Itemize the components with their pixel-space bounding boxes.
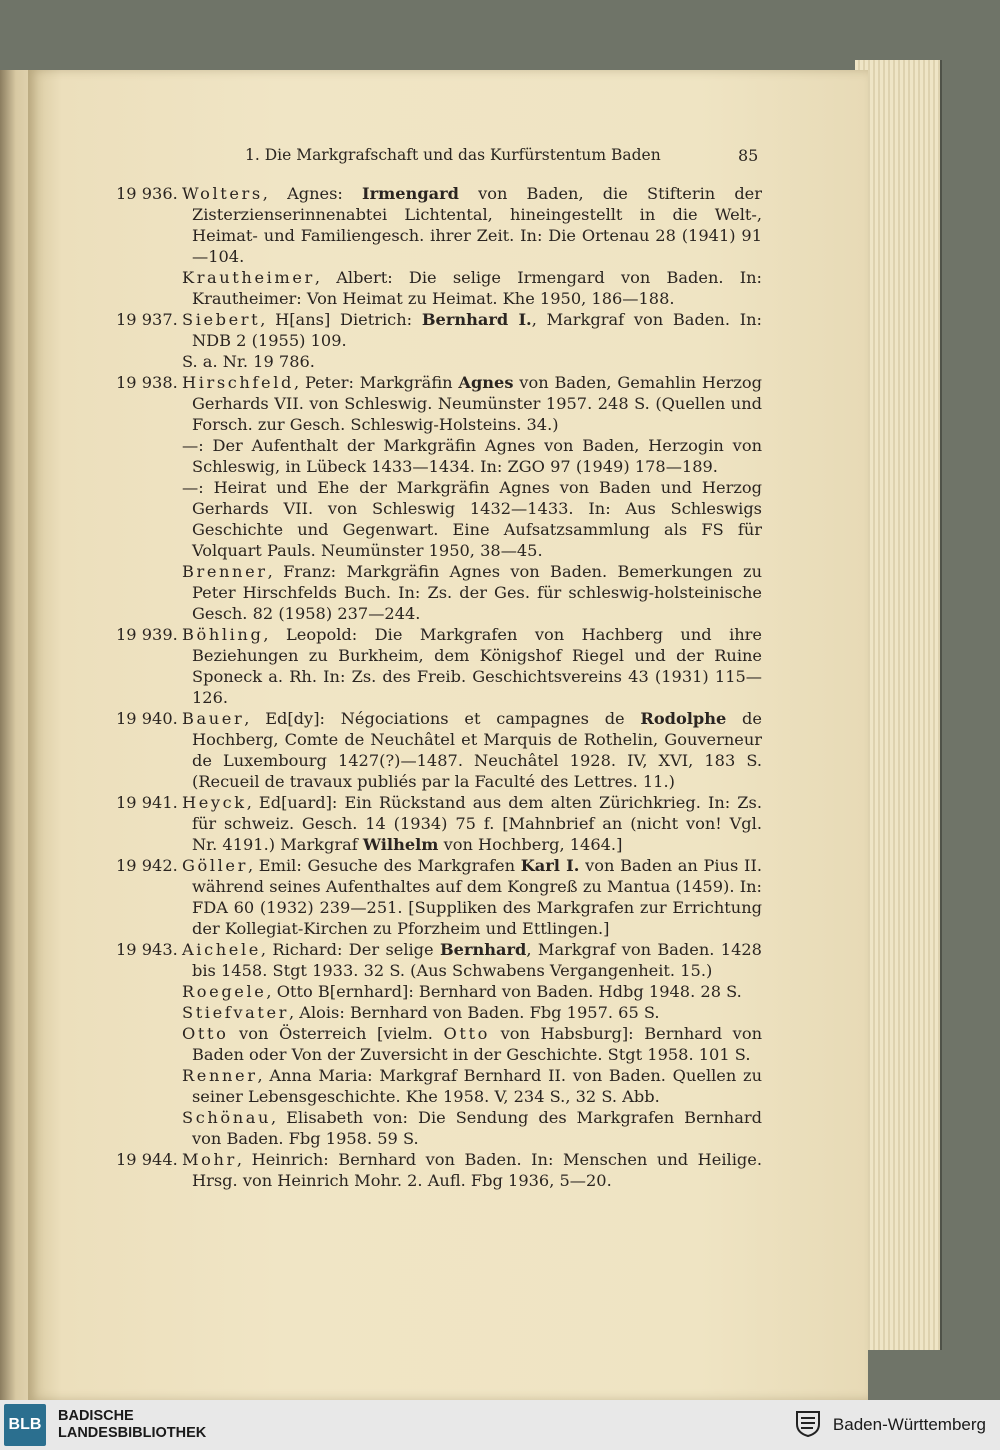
bibliography-entry: [116, 1149, 762, 1191]
citation-text: , Richard: Der selige: [260, 940, 440, 959]
author-name: Siebert: [182, 310, 261, 329]
citation-text: , Ed[uard]: Ein Rückstand aus dem alten Zürichkrieg. In: Zs. für schweiz. Gesch. 14 (1934) 75 f. [Mahnbrief an (nicht von! Vgl. Nr. 4191.) Markgraf: [192, 793, 762, 854]
author-name: Göller: [182, 856, 248, 875]
author-name: Wolters: [182, 184, 263, 203]
citation-paragraph: [182, 981, 762, 1002]
citation-text: , Franz: Markgräfin Agnes von Baden. Bemerkungen zu Peter Hirschfelds Buch. In: Zs. der Ges. für schleswig-holsteinische Gesch. 82 (1958) 237—244.: [192, 562, 762, 623]
coat-of-arms-icon: [793, 1408, 823, 1443]
citation-paragraph: [182, 435, 762, 477]
subject-name: Rodolphe: [640, 709, 727, 728]
citation-paragraph: [182, 1065, 762, 1107]
citation-text: , H[ans] Dietrich:: [260, 310, 422, 329]
bibliography-entry: [116, 939, 762, 1149]
citation-text: —: Der Aufenthalt der Markgräfin Agnes von Baden, Herzogin von Schleswig, in Lübeck 1433—1434. In: ZGO 97 (1949) 178—189.: [182, 436, 762, 476]
citation-text: , Leopold: Die Markgrafen von Hachberg und ihre Beziehungen zu Burkheim, dem Königshof Riegel und der Ruine Sponeck a. Rh. In: Zs. des Freib. Geschichtsvereins 43 (1931) 115—126.: [192, 625, 762, 707]
author-name: Schönau: [182, 1108, 272, 1127]
citation-paragraph: [182, 351, 762, 372]
citation-text: , Anna Maria: Markgraf Bernhard II. von Baden. Quellen zu seiner Lebensgeschichte. Khe 1958. V, 234 S., 32 S. Abb.: [192, 1066, 762, 1106]
page-stack-edge: [855, 60, 942, 1350]
citation-text: von Baden an Pius II. während seines Aufenthaltes auf dem Kongreß zu Mantua (1459). In: FDA 60 (1932) 239—251. [Suppliken des Markgrafen zur Errichtung der Kollegiat-Kirchen zu Pforzheim und Ettlingen.]: [192, 856, 762, 938]
citation-paragraph: [182, 1002, 762, 1023]
author-name: Otto: [182, 1024, 229, 1043]
entry-number: 19 942.: [116, 856, 178, 875]
citation-text: , Ed[dy]: Négociations et campagnes de: [244, 709, 641, 728]
entry-number: 19 938.: [116, 373, 178, 392]
citation-paragraph: [182, 267, 762, 309]
author-name: Stiefvater: [182, 1003, 289, 1022]
citation-text: , Markgraf von Baden. 1428 bis 1458. Stgt 1933. 32 S. (Aus Schwabens Vergangenheit. 15.): [192, 940, 762, 980]
citation-text: von Baden, die Stifterin der Zisterzienserinnenabtei Lichtental, hineingestellt in die Welt-, Heimat- und Familiengesch. ihrer Zeit. In: Die Ortenau 28 (1941) 91—104.: [192, 184, 762, 266]
citation-paragraph: [182, 183, 762, 267]
citation-text: —: Heirat und Ehe der Markgräfin Agnes von Baden und Herzog Gerhards VII. von Schleswig 1432—1433. In: Aus Schleswigs Geschichte und Gegenwart. Eine Aufsatzsammlung als FS für Volquart Pauls. Neumünster 1950, 38—45.: [182, 478, 762, 560]
citation-text: de Hochberg, Comte de Neuchâtel et Marquis de Rothelin, Gouverneur de Luxembourg 1427(?)—1487. Neuchâtel 1928. IV, XVI, 183 S. (Recueil de travaux publiés par la Faculté des Lettres. 11.): [192, 709, 762, 791]
author-name: Brenner: [182, 562, 268, 581]
citation-text: , Markgraf von Baden. In: NDB 2 (1955) 109.: [192, 310, 762, 350]
bw-label: Baden-Württemberg: [832, 1415, 986, 1434]
citation-paragraph: [182, 372, 762, 435]
bw-brand[interactable]: [793, 1408, 986, 1443]
citation-paragraph: [182, 939, 762, 981]
author-name: Heyck: [182, 793, 247, 812]
citation-text: , Alois: Bernhard von Baden. Fbg 1957. 65 S.: [288, 1003, 660, 1022]
citation-paragraph: [182, 708, 762, 792]
blb-logo: BLB: [4, 1404, 46, 1446]
subject-name: Agnes: [458, 373, 514, 392]
subject-name: Bernhard I.: [421, 310, 532, 329]
entry-number: 19 944.: [116, 1150, 178, 1169]
citation-paragraph: [182, 1149, 762, 1191]
bibliography-entry: [116, 183, 762, 309]
author-name: Böhling: [182, 625, 264, 644]
author-name: Mohr: [182, 1150, 237, 1169]
citation-paragraph: [182, 624, 762, 708]
citation-text: , Otto B[ernhard]: Bernhard von Baden. Hdbg 1948. 28 S.: [266, 982, 742, 1001]
citation-text: von Hochberg, 1464.]: [438, 835, 623, 854]
bibliography-entry: [116, 708, 762, 792]
bibliography-entries: [116, 183, 762, 1191]
blb-name-line2: LANDESBIBLIOTHEK: [58, 1425, 207, 1441]
bibliography-entry: [116, 309, 762, 372]
entry-number: 19 941.: [116, 793, 178, 812]
blb-name-line1: BADISCHE: [58, 1408, 134, 1424]
author-name: Renner: [182, 1066, 258, 1085]
author-name: Krautheimer: [182, 268, 315, 287]
citation-text: von Habsburg]: Bernhard von Baden oder Von der Zuversicht in der Geschichte. Stgt 1958. 101 S.: [192, 1024, 762, 1064]
citation-text: , Albert: Die selige Irmengard von Baden. In: Krautheimer: Von Heimat zu Heimat. Khe 1950, 186—188.: [192, 268, 762, 308]
bibliography-entry: [116, 372, 762, 624]
bibliography-entry: [116, 792, 762, 855]
citation-paragraph: [182, 1023, 762, 1065]
citation-paragraph: [182, 477, 762, 561]
running-head: 1. Die Markgrafschaft und das Kurfürstentum Baden: [245, 146, 661, 164]
bibliography-entry: [116, 855, 762, 939]
entry-number: 19 943.: [116, 940, 178, 959]
bibliography-entry: [116, 624, 762, 708]
citation-paragraph: [182, 792, 762, 855]
citation-text: , Heinrich: Bernhard von Baden. In: Menschen und Heilige. Hrsg. von Heinrich Mohr. 2. Aufl. Fbg 1936, 5—20.: [192, 1150, 762, 1190]
footer-bar: [0, 1400, 1000, 1450]
entry-number: 19 940.: [116, 709, 178, 728]
blb-name: [58, 1408, 206, 1442]
author-name: Bauer: [182, 709, 245, 728]
citation-text: S. a. Nr. 19 786.: [182, 352, 315, 371]
citation-paragraph: [182, 309, 762, 351]
citation-paragraph: [182, 855, 762, 939]
author-name: Otto: [443, 1024, 490, 1043]
citation-text: , Agnes:: [262, 184, 363, 203]
citation-text: , Elisabeth von: Die Sendung des Markgrafen Bernhard von Baden. Fbg 1958. 59 S.: [192, 1108, 762, 1148]
subject-name: Wilhelm: [362, 835, 439, 854]
citation-text: von Österreich [vielm.: [228, 1024, 444, 1043]
page-number: 85: [738, 146, 759, 165]
citation-text: , Peter: Markgräfin: [293, 373, 459, 392]
author-name: Hirschfeld: [182, 373, 294, 392]
subject-name: Irmengard: [362, 184, 459, 203]
citation-paragraph: [182, 561, 762, 624]
entry-number: 19 936.: [116, 184, 178, 203]
subject-name: Bernhard: [439, 940, 527, 959]
author-name: Roegele: [182, 982, 267, 1001]
author-name: Aichele: [182, 940, 261, 959]
subject-name: Karl I.: [520, 856, 580, 875]
citation-text: , Emil: Gesuche des Markgrafen: [247, 856, 521, 875]
citation-paragraph: [182, 1107, 762, 1149]
entry-number: 19 937.: [116, 310, 178, 329]
citation-text: von Baden, Gemahlin Herzog Gerhards VII. von Schleswig. Neumünster 1957. 248 S. (Quellen und Forsch. zur Gesch. Schleswig-Holsteins. 34.): [192, 373, 762, 434]
entry-number: 19 939.: [116, 625, 178, 644]
blb-brand[interactable]: [4, 1404, 206, 1446]
